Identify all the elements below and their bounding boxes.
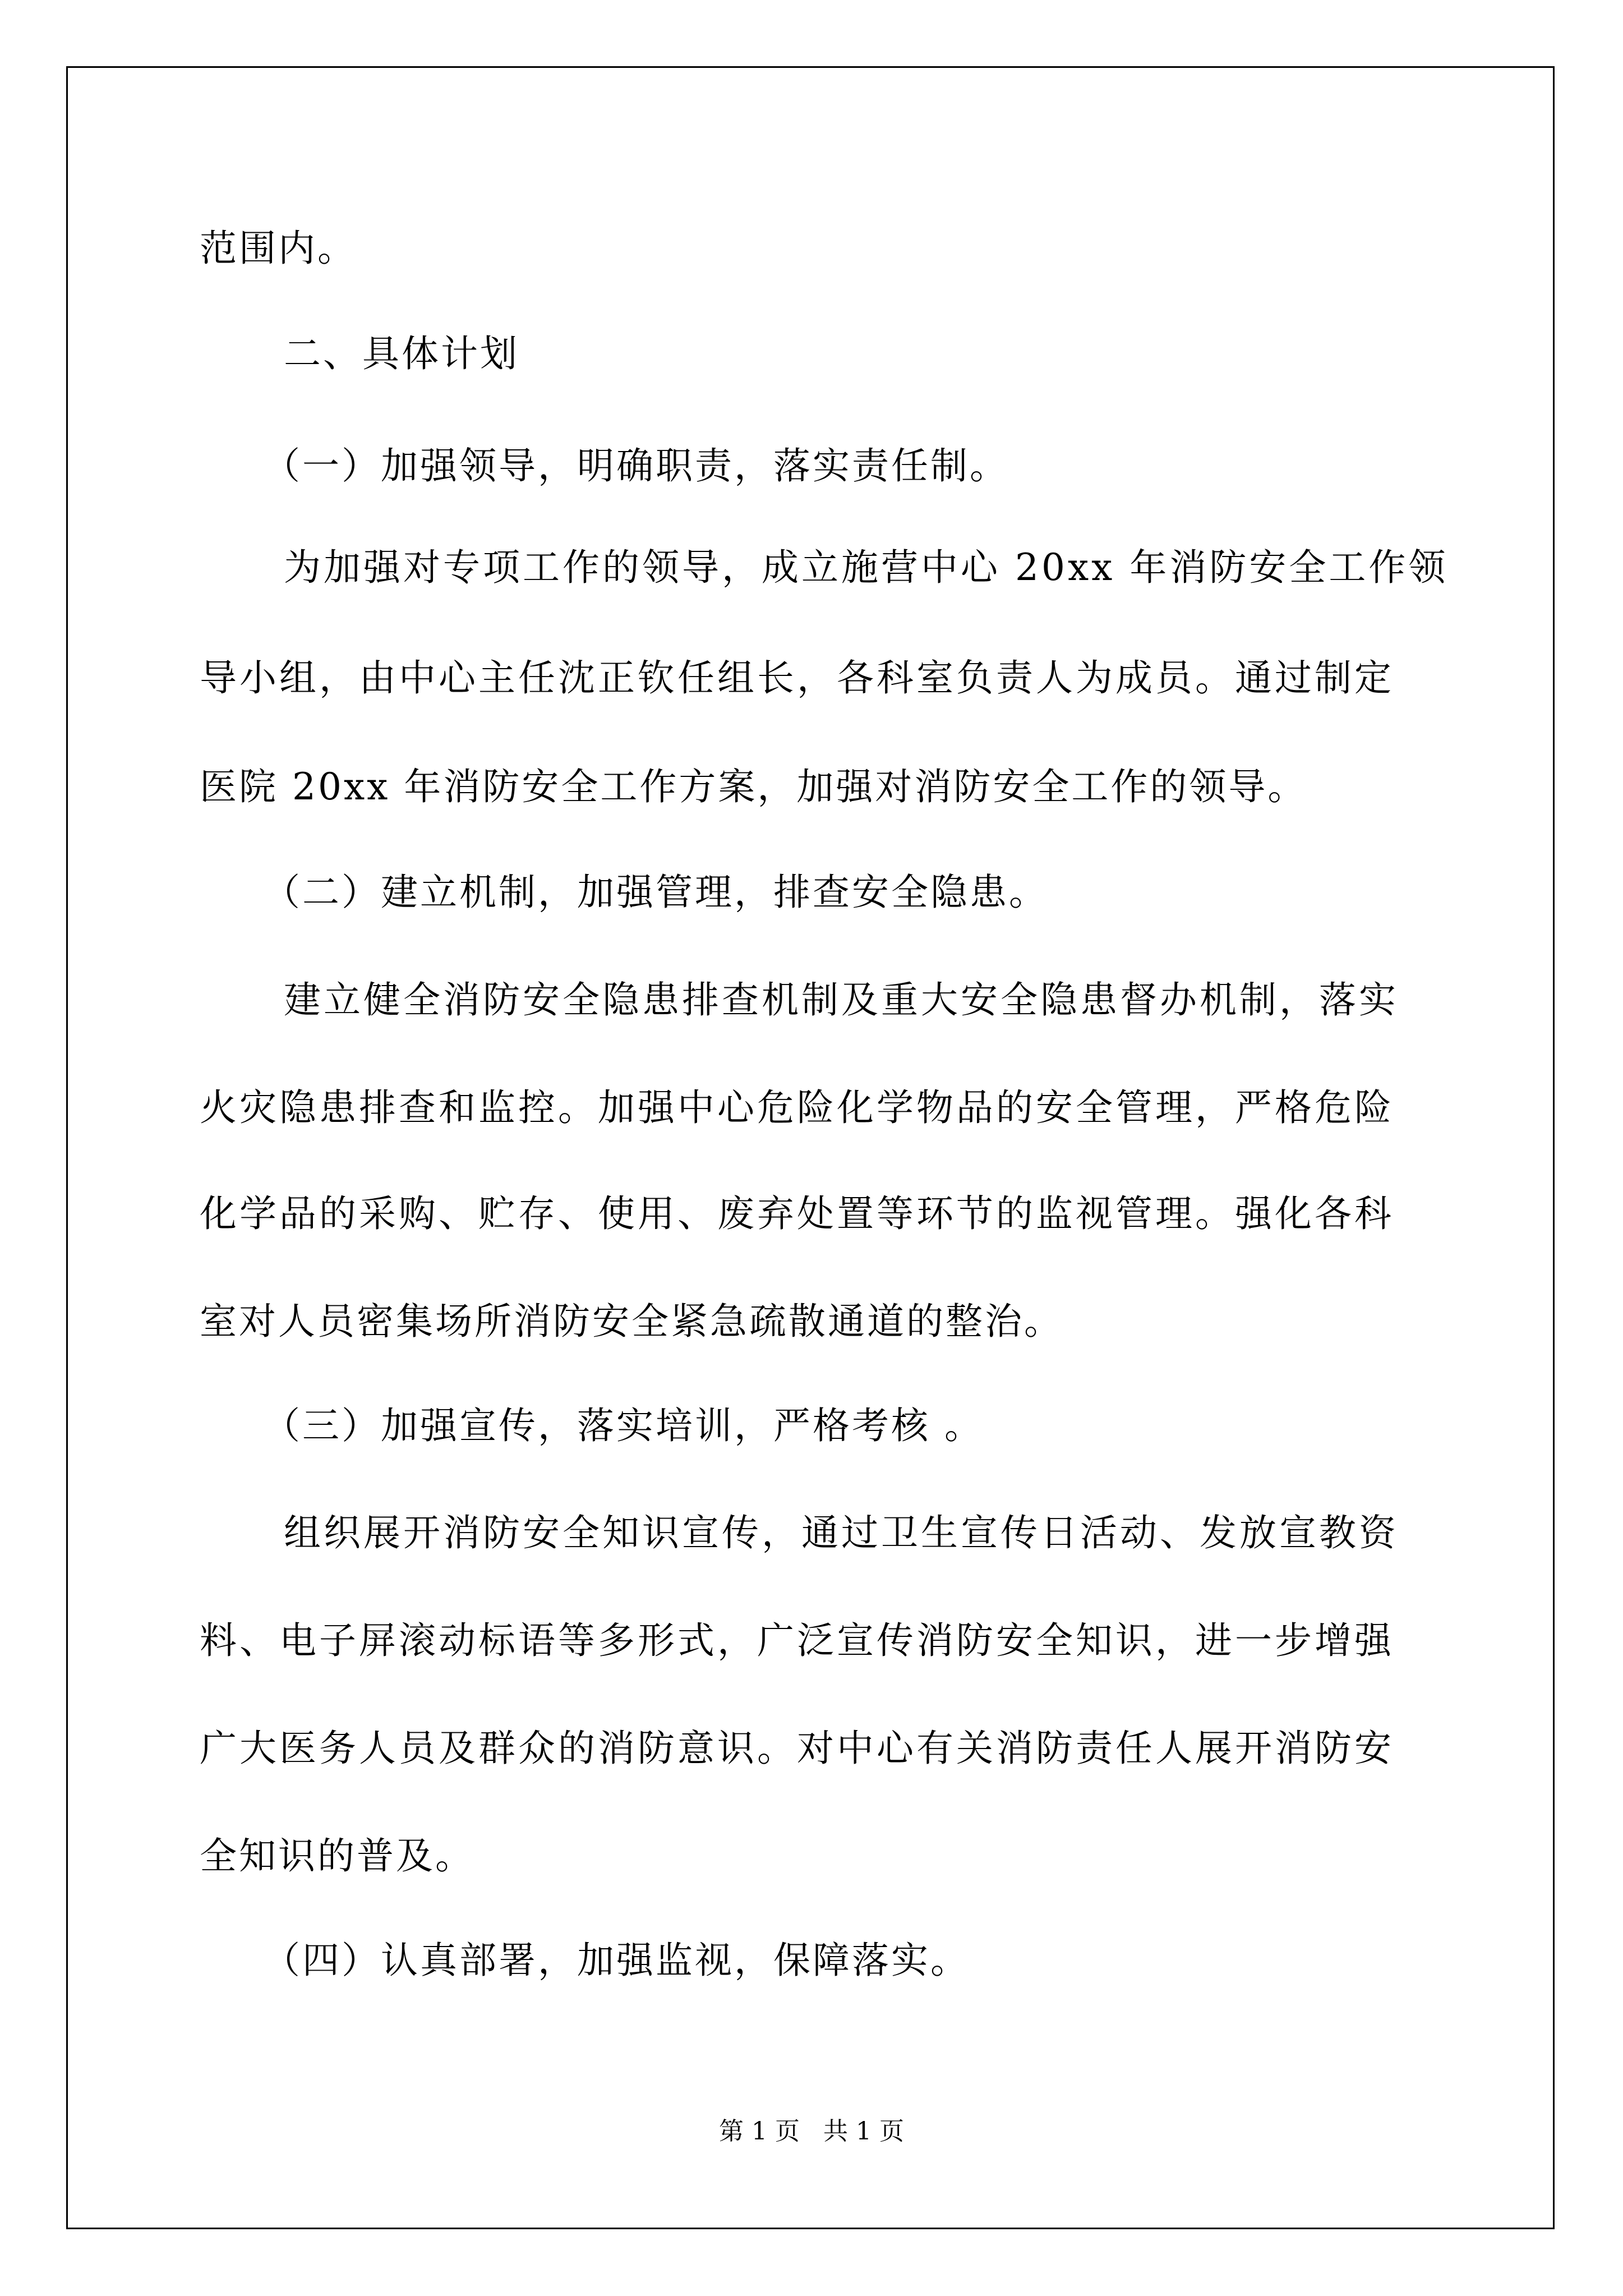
text-line: 为加强对专项工作的领导，成立施营中心 20xx 年消防安全工作领 <box>284 546 1449 589</box>
text-line: 全知识的普及。 <box>200 1834 474 1878</box>
section-heading: 二、具体计划 <box>284 332 519 375</box>
text-line: 建立健全消防安全隐患排查机制及重大安全隐患督办机制，落实 <box>284 978 1399 1022</box>
text-line: 室对人员密集场所消防安全紧急疏散通道的整治。 <box>200 1300 1063 1343</box>
text-line: 广大医务人员及群众的消防意识。对中心有关消防责任人展开消防安 <box>200 1727 1394 1770</box>
text-line: 料、电子屏滚动标语等多形式，广泛宣传消防安全知识，进一步增强 <box>200 1619 1394 1662</box>
page-border <box>66 66 1555 2229</box>
subsection-heading: （四）认真部署，加强监视，保障落实。 <box>263 1939 970 1982</box>
subsection-heading: （三）加强宣传，落实培训，严格考核 。 <box>263 1404 984 1447</box>
text-line: 导小组，由中心主任沈正钦任组长，各科室负责人为成员。通过制定 <box>200 656 1394 700</box>
text-line: 火灾隐患排查和监控。加强中心危险化学物品的安全管理，严格危险 <box>200 1086 1394 1129</box>
subsection-heading: （二）建立机制，加强管理，排查安全隐患。 <box>263 871 1048 914</box>
text-line: 医院 20xx 年消防安全工作方案，加强对消防安全工作的领导。 <box>200 765 1307 808</box>
text-line: 范围内。 <box>200 227 357 270</box>
text-line: 化学品的采购、贮存、使用、废弃处置等环节的监视管理。强化各科 <box>200 1192 1394 1235</box>
subsection-heading: （一）加强领导，明确职责，落实责任制。 <box>263 444 1009 487</box>
page-footer: 第 1 页 共 1 页 <box>719 2117 904 2146</box>
text-line: 组织展开消防安全知识宣传，通过卫生宣传日活动、发放宣教资 <box>284 1511 1399 1554</box>
